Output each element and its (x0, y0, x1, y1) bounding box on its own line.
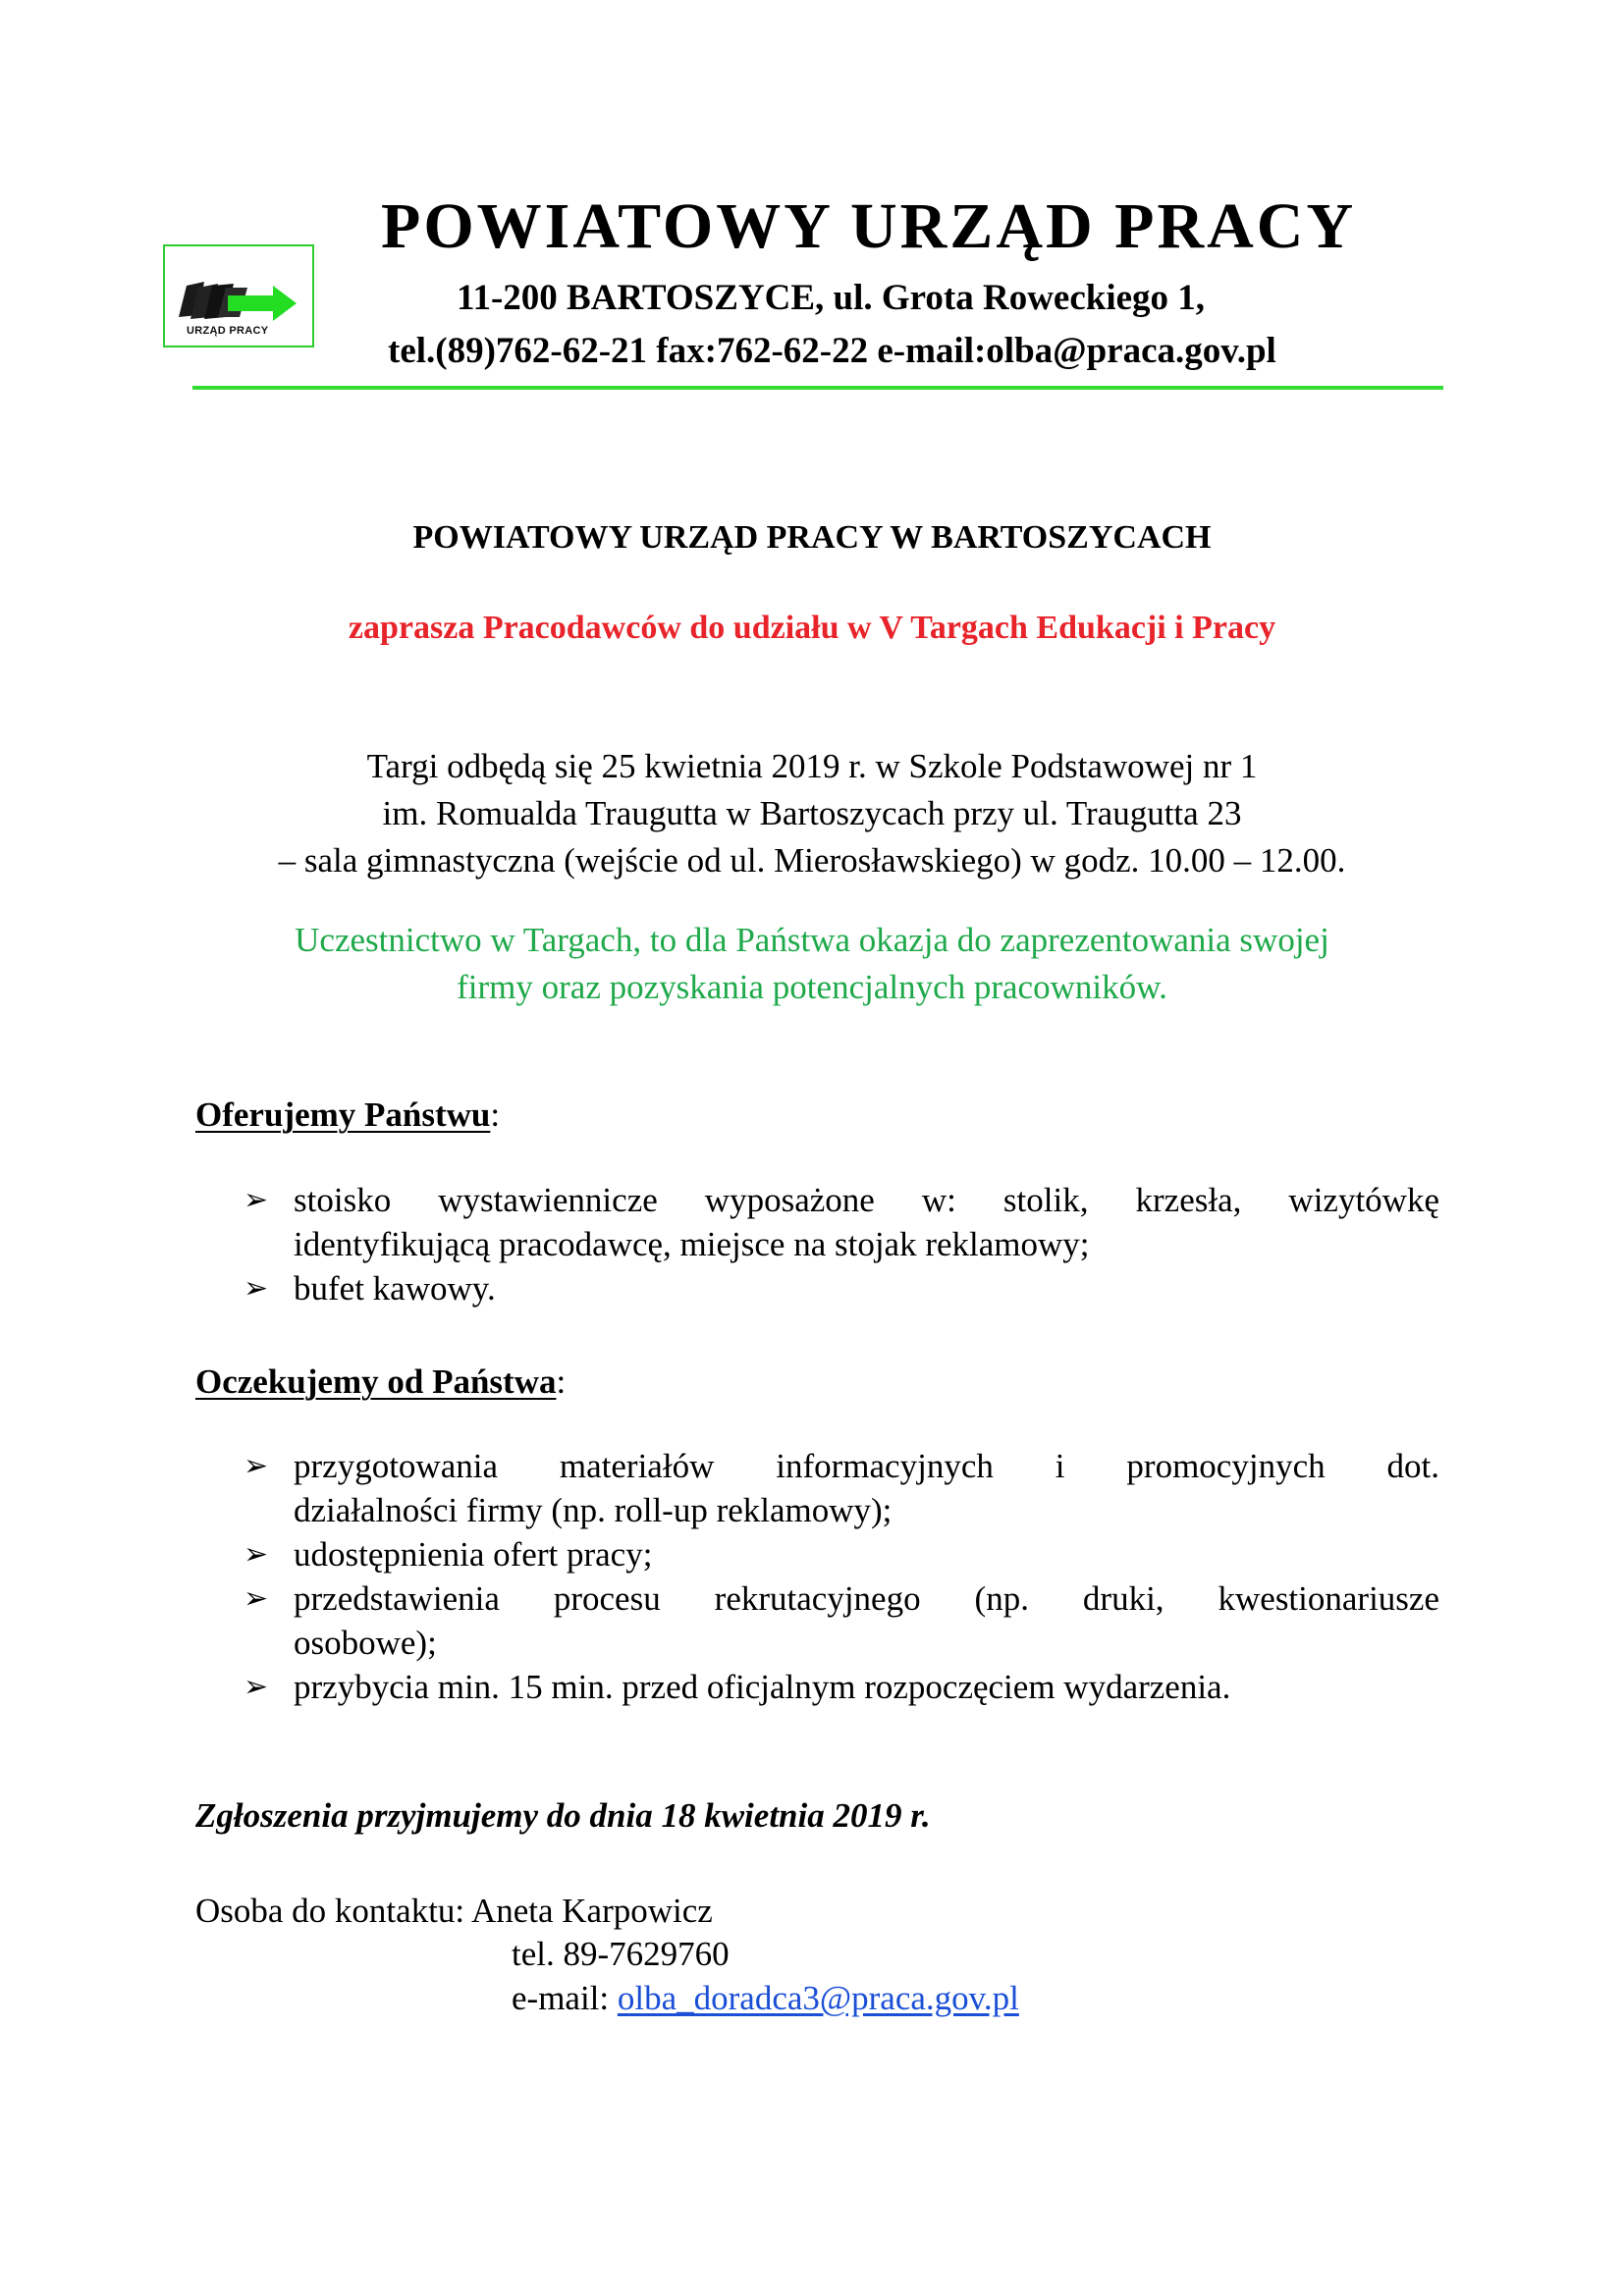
list-item (244, 1532, 1439, 1576)
expect-heading-colon: : (556, 1362, 567, 1401)
offer-heading (195, 1097, 500, 1132)
email-link[interactable]: olba_doradca3@praca.gov.pl (617, 1979, 1019, 2017)
header-contact: tel.(89)762-62-21 fax:762-62-22 e-mail:olba@praca.gov.pl (388, 331, 1276, 371)
arrow-bullet-icon: ➢ (244, 1449, 269, 1483)
arrow-bullet-icon: ➢ (244, 1271, 269, 1306)
list-item-text: działalności firmy (np. roll-up reklamowy); (294, 1491, 893, 1529)
contact-email (512, 1981, 1019, 2015)
contact-person: Osoba do kontaktu: Aneta Karpowicz (195, 1892, 713, 1930)
venue-line: – sala gimnastyczna (wejście od ul. Mierosławskiego) w godz. 10.00 – 12.00. (278, 841, 1346, 880)
arrow-bullet-icon: ➢ (244, 1183, 269, 1217)
list-item-text: stoisko wystawiennicze wyposażone w: stolik, krzesła, wizytówkę (294, 1181, 1439, 1219)
arrow-bullet-icon: ➢ (244, 1581, 269, 1616)
benefit-line: firmy oraz pozyskania potencjalnych pracowników. (457, 968, 1167, 1006)
arrow-bullet-icon: ➢ (244, 1537, 269, 1572)
list-item-text: przygotowania materiałów informacyjnych i promocyjnych dot. (294, 1447, 1439, 1485)
deadline-text: Zgłoszenia przyjmujemy do dnia 18 kwietnia 2019 r. (195, 1796, 931, 1835)
venue-paragraph (0, 743, 1624, 884)
email-label: e-mail: (512, 1979, 618, 2017)
venue-line: Targi odbędą się 25 kwietnia 2019 r. w Szkole Podstawowej nr 1 (366, 747, 1258, 785)
offer-heading-label: Oferujemy Państwu (195, 1095, 491, 1134)
list-item-text: bufet kawowy. (294, 1269, 496, 1308)
expect-heading (195, 1364, 566, 1399)
expect-heading-label: Oczekujemy od Państwa (195, 1362, 557, 1401)
list-item-text: identyfikującą pracodawcę, miejsce na stojak reklamowy; (294, 1225, 1090, 1263)
contact-phone: tel. 89-7629760 (512, 1935, 730, 1973)
venue-line: im. Romualda Traugutta w Bartoszycach przy ul. Traugutta 23 (382, 794, 1242, 832)
header-address: 11-200 BARTOSZYCE, ul. Grota Roweckiego 1, (457, 278, 1206, 318)
list-item (244, 1576, 1439, 1665)
list-item-text: udostępnienia ofert pracy; (294, 1535, 653, 1574)
list-item-text: przybycia min. 15 min. przed oficjalnym rozpoczęciem wydarzenia. (294, 1668, 1231, 1706)
invitation-text: zaprasza Pracodawców do udziału w V Targach Edukacji i Pracy (348, 610, 1276, 646)
list-item (244, 1665, 1439, 1709)
benefit-line: Uczestnictwo w Targach, to dla Państwa okazja do zaprezentowania swojej (295, 921, 1329, 959)
list-item (244, 1444, 1439, 1532)
list-item-text: osobowe); (294, 1624, 437, 1662)
list-item-text: przedstawienia procesu rekrutacyjnego (np. druki, kwestionariusze (294, 1579, 1439, 1618)
header-title: POWIATOWY URZĄD PRACY (381, 190, 1357, 262)
benefit-paragraph (0, 917, 1624, 1011)
list-item (244, 1178, 1439, 1266)
logo-text: URZĄD PRACY (187, 325, 269, 337)
arrow-bullet-icon: ➢ (244, 1670, 269, 1704)
offer-list (244, 1178, 1439, 1310)
header-divider (192, 386, 1443, 390)
list-item (244, 1266, 1439, 1310)
page-heading: POWIATOWY URZĄD PRACY W BARTOSZYCACH (412, 519, 1212, 556)
expect-list (244, 1444, 1439, 1709)
offer-heading-colon: : (490, 1095, 501, 1134)
